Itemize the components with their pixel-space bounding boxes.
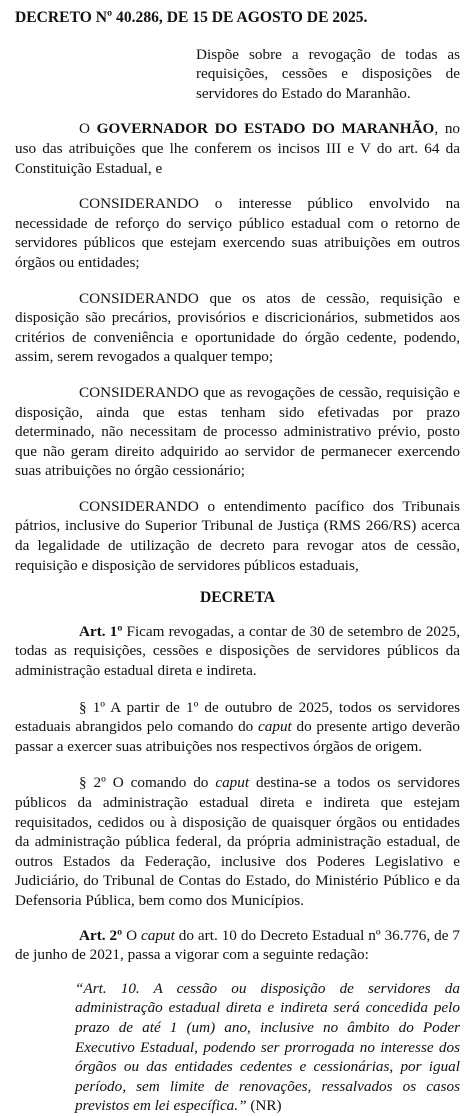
preamble-rest: , no uso das atribuições que lhe conferem os incisos III e V do art. 64 da Constituição Estadual, e	[15, 120, 461, 177]
quoted-article-text: “Art. 10. A cessão ou disposição de servidores da administração estadual direta e indireta será concedida pelo prazo de até 1 (um) ano, inclusive no âmbito do Poder Executivo Estadual, podendo ser prorrogada no interesse dos órgãos ou das entidades cedentes e cessionárias, por igual período, sem limite de renovações, ressalvados os casos previstos em lei específica.”	[75, 979, 460, 1115]
decree-ementa: Dispõe sobre a revogação de todas as requisições, cessões e disposições de servidores do Estado do Maranhão.	[196, 45, 460, 102]
article-2-before: O	[122, 926, 142, 944]
considerando-paragraph-4: CONSIDERANDO o entendimento pacífico dos Tribunais pátrios, inclusive do Superior Tribunal de Justiça (RMS 266/RS) acerca da legalidade de utilização de decreto para revogar atos de cessão, requisição e disposição de servidores públicos estaduais,	[15, 497, 460, 574]
considerando-paragraph-1: CONSIDERANDO o interesse público envolvido na necessidade de reforço do serviço público estadual com o retorno de servidores públicos que estejam exercendo suas atribuições em outros órgãos ou entidades;	[15, 195, 460, 271]
paragraph-2-caput: caput	[215, 774, 250, 792]
article-2	[15, 926, 460, 965]
preamble-paragraph	[15, 119, 460, 178]
paragraph-2-before: § 2º O comando do	[79, 774, 216, 792]
article-1-text: Ficam revogadas, a contar de 30 de setembro de 2025, todas as requisições, cessões e disposições de servidores públicos da administração estadual direta e indireta.	[15, 622, 461, 680]
considerando-paragraph-2: CONSIDERANDO que os atos de cessão, requisição e disposição são precários, provisórios e discricionários, submetidos aos critérios de conveniência e oportunidade do órgão cedente, podendo, assim, serem revogados a qualquer tempo;	[15, 289, 460, 366]
paragraph-1-before: § 1º A partir de 1º de outubro de 2025, todos os servidores estaduais abrangidos pelo comando do	[15, 698, 460, 736]
article-2-label: Art. 2º	[79, 926, 123, 944]
article-1-paragraph-2	[15, 773, 460, 910]
article-2-after: do art. 10 do Decreto Estadual nº 36.776, de 7 de junho de 2021, passa a vigorar com a seguinte redação:	[15, 926, 461, 964]
article-2-caput: caput	[141, 926, 175, 944]
paragraph-1-after: do presente artigo deverão passar a exercer suas atribuições nos respectivos órgãos de origem.	[15, 718, 460, 755]
paragraph-2-after: destina-se a todos os servidores públicos da administração estadual direta e indireta que estejam requisitados, cedidos ou à disposição de quaisquer órgãos ou entidades da administração pública federal, da própria administração estadual, de outros Estados da Federação, inclusive dos Poderes Legislativo e Judiciário, do Tribunal de Contas do Estado, do Ministério Público e da Defensoria Pública, bem como dos Municípios.	[15, 774, 460, 909]
decree-title: DECRETO Nº 40.286, DE 15 DE AGOSTO DE 2025.	[15, 9, 368, 26]
preamble-prefix: O	[79, 120, 97, 138]
article-1-label: Art. 1º	[79, 622, 123, 640]
article-1	[15, 622, 460, 681]
nr-marker: (NR)	[246, 1097, 282, 1115]
governor-title: GOVERNADOR DO ESTADO DO MARANHÃO	[96, 120, 435, 138]
considerando-paragraph-3: CONSIDERANDO que as revogações de cessão, requisição e disposição, ainda que estas tenham sido efetivadas por prazo determinado, não necessitam de processo administrativo prévio, posto que não geram direito adquirido ao servidor de permanecer exercendo suas atribuições no órgão cessionário;	[15, 383, 460, 480]
article-1-paragraph-1	[15, 698, 460, 757]
article-10-new-wording	[75, 979, 460, 1116]
paragraph-1-caput: caput	[258, 718, 292, 736]
decreta-heading: DECRETA	[199, 589, 276, 607]
decree-document	[15, 6, 460, 1116]
